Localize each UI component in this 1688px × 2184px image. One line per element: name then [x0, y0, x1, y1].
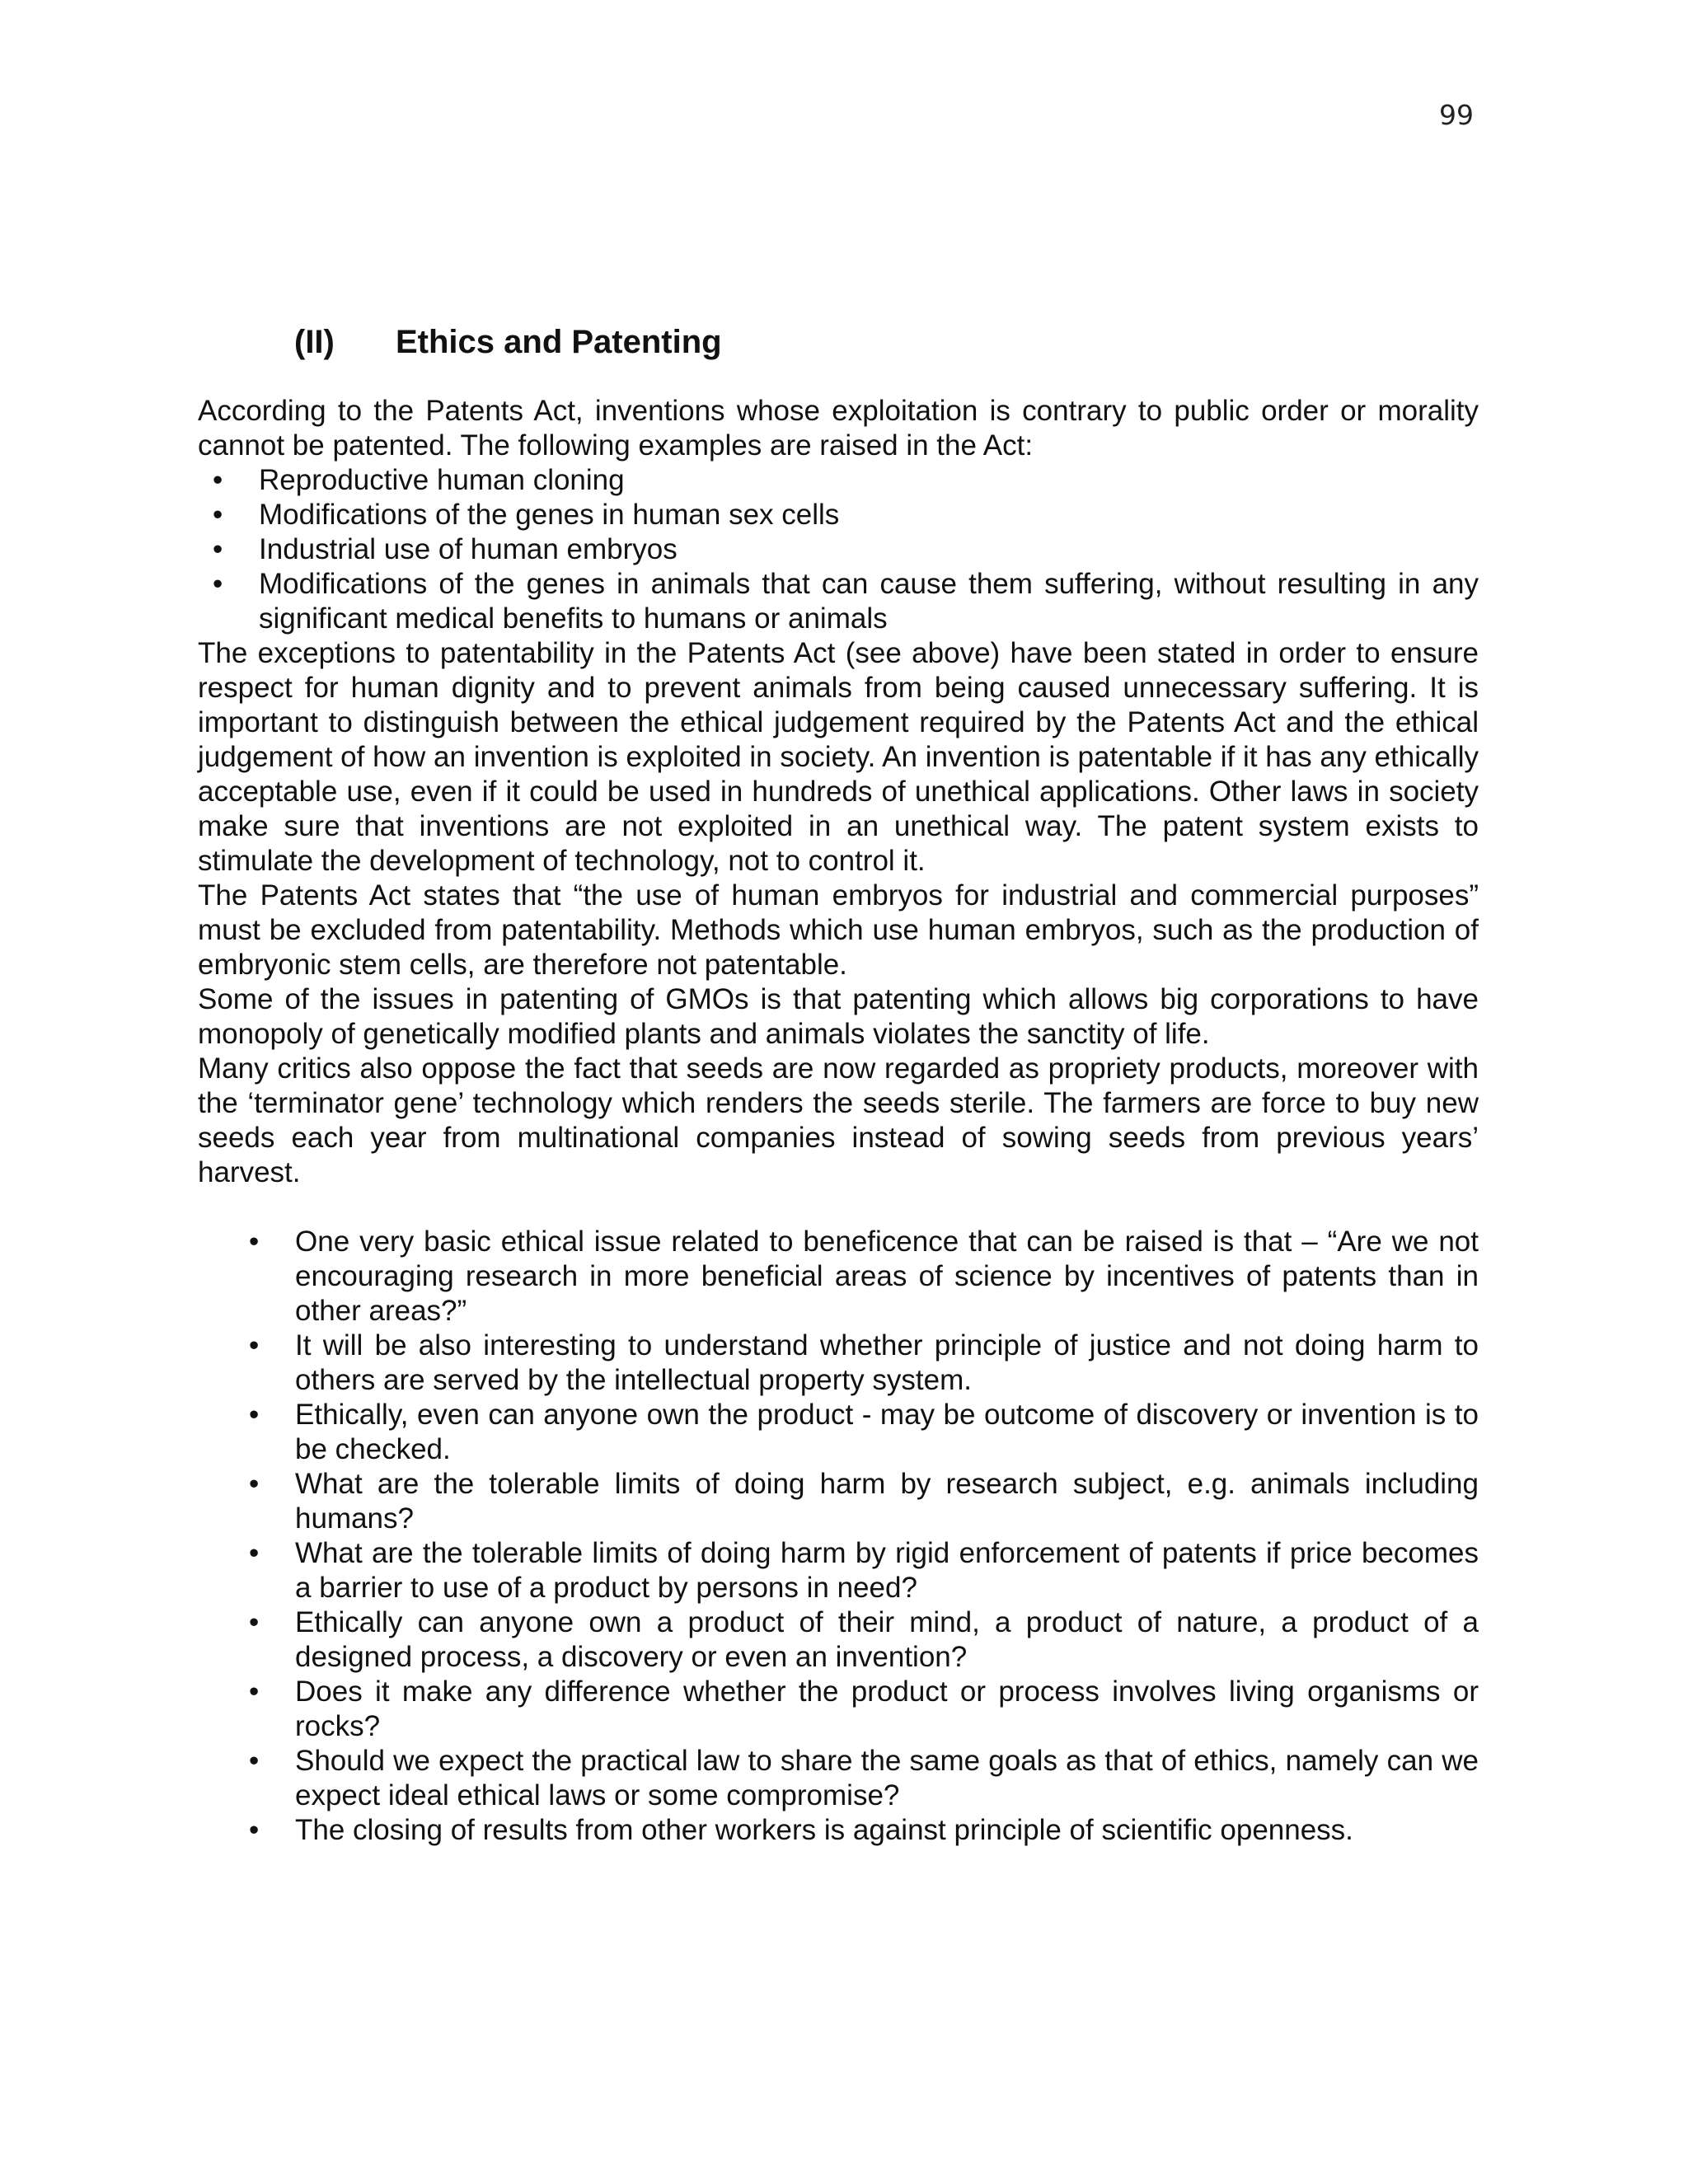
spacer: [198, 1190, 1479, 1225]
list-item: • Industrial use of human embryos: [198, 532, 1479, 567]
list-item: • Ethically, even can anyone own the product - may be outcome of discovery or invention is to be checked.: [234, 1398, 1479, 1467]
section-number: (II): [294, 324, 335, 360]
section-title: Ethics and Patenting: [396, 324, 722, 360]
paragraph: Some of the issues in patenting of GMOs is that patenting which allows big corporations to have monopoly of genetically modified plants and animals violates the sanctity of life.: [198, 983, 1479, 1050]
list-item: • What are the tolerable limits of doing harm by rigid enforcement of patents if price becomes a barrier to use of a product by persons in need?: [234, 1536, 1479, 1605]
list-item: • Ethically can anyone own a product of their mind, a product of nature, a product of a designed process, a discovery or even an invention?: [234, 1605, 1479, 1675]
issues-list: [234, 1225, 1479, 1848]
list-item: • Should we expect the practical law to share the same goals as that of ethics, namely can we expect ideal ethical laws or some compromise?: [234, 1744, 1479, 1813]
paragraph: Many critics also oppose the fact that seeds are now regarded as propriety products, moreover with the ‘terminator gene’ technology which renders the seeds sterile. The farmers are force to buy new seeds each year from multinational companies instead of sowing seeds from previous years’ harvest.: [198, 1052, 1479, 1188]
list-item: • Modifications of the genes in human sex cells: [198, 498, 1479, 532]
list-item: • Does it make any difference whether the product or process involves living organisms or rocks?: [234, 1675, 1479, 1744]
section-heading: [294, 321, 722, 363]
paragraph: The Patents Act states that “the use of human embryos for industrial and commercial purposes” must be excluded from patentability. Methods which use human embryos, such as the production of embryonic stem cells, are therefore not patentable.: [198, 879, 1479, 981]
paragraph: The exceptions to patentability in the Patents Act (see above) have been stated in order to ensure respect for human dignity and to prevent animals from being caused unnecessary suffering. It is important to distinguish between the ethical judgement required by the Patents Act and the ethical judgement of how an invention is exploited in society. An invention is patentable if it has any ethically acceptable use, even if it could be used in hundreds of unethical applications. Other laws in society make sure that inventions are not exploited in an unethical way. The patent system exists to stimulate the development of technology, not to control it.: [198, 637, 1479, 877]
examples-list: [198, 463, 1479, 636]
body-content: [198, 394, 1479, 1848]
list-item: • It will be also interesting to understand whether principle of justice and not doing harm to others are served by the intellectual property system.: [234, 1329, 1479, 1398]
list-item: • One very basic ethical issue related to beneficence that can be raised is that – “Are we not encouraging research in more beneficial areas of science by incentives of patents than in other areas?”: [234, 1225, 1479, 1329]
list-item: • Modifications of the genes in animals that can cause them suffering, without resulting in any significant medical benefits to humans or animals: [198, 567, 1479, 636]
list-item: • What are the tolerable limits of doing harm by research subject, e.g. animals including humans?: [234, 1467, 1479, 1536]
intro-paragraph: According to the Patents Act, inventions whose exploitation is contrary to public order or morality cannot be patented. The following examples are raised in the Act:: [198, 395, 1479, 462]
page-number: 99: [1439, 99, 1474, 131]
list-item: • Reproductive human cloning: [198, 463, 1479, 498]
list-item: • The closing of results from other workers is against principle of scientific openness.: [234, 1813, 1479, 1848]
